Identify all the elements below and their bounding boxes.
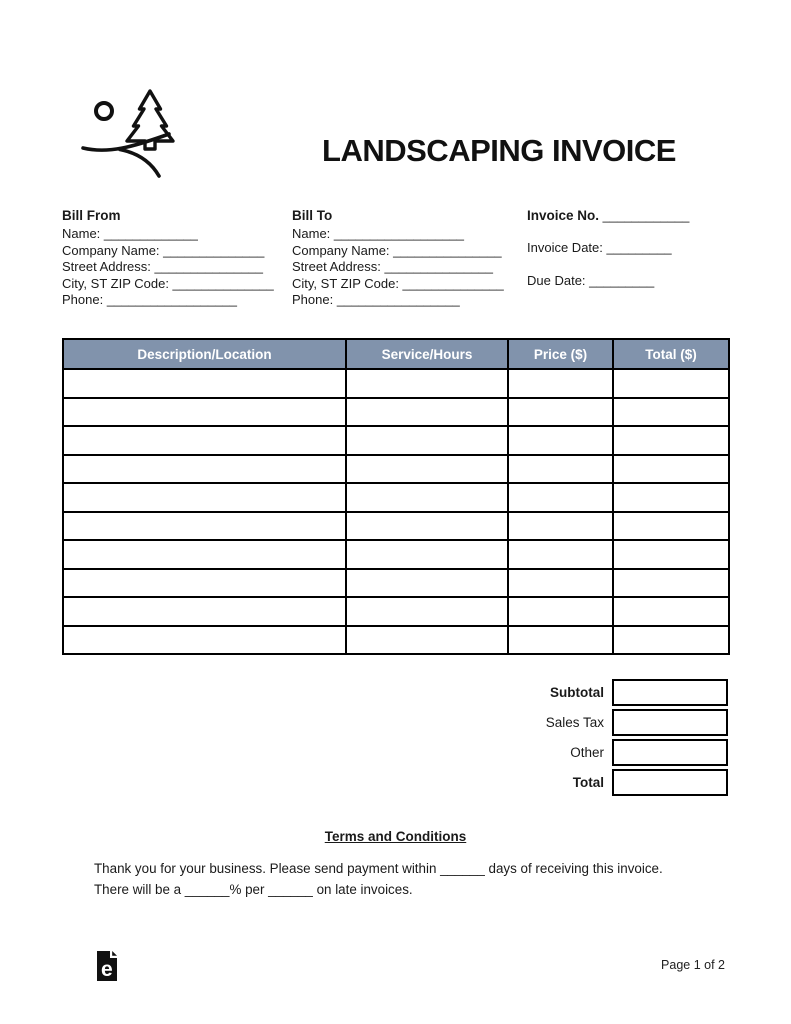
other-field[interactable] — [612, 739, 728, 766]
table-cell[interactable] — [508, 483, 613, 512]
terms-body: Thank you for your business. Please send payment within ______ days of receiving this invoice. There will be a ______% per ______ on late invoices. — [94, 861, 663, 897]
bill-to-phone-field[interactable]: Phone: _________________ — [292, 292, 460, 308]
table-cell[interactable] — [346, 626, 508, 655]
header-total: Total ($) — [613, 339, 729, 369]
tree-hill-sun-icon — [78, 84, 190, 180]
table-cell[interactable] — [508, 455, 613, 484]
invoice-meta-section — [527, 208, 737, 305]
due-date-field[interactable]: _________ — [585, 272, 655, 288]
table-cell[interactable] — [508, 540, 613, 569]
total-label: Total — [572, 775, 604, 790]
table-cell[interactable] — [508, 597, 613, 626]
other-label: Other — [570, 745, 604, 760]
bill-from-name-field[interactable]: Name: _____________ — [62, 226, 198, 242]
table-cell[interactable] — [63, 626, 346, 655]
table-row — [63, 597, 729, 626]
invoice-table-body — [63, 369, 729, 654]
table-cell[interactable] — [613, 426, 729, 455]
sales-tax-label: Sales Tax — [545, 715, 604, 730]
bill-from-city-field[interactable]: City, ST ZIP Code: ______________ — [62, 275, 274, 291]
table-cell[interactable] — [508, 626, 613, 655]
line-items-table — [62, 338, 730, 655]
bill-to-section — [292, 208, 524, 308]
subtotal-row — [62, 679, 728, 706]
table-header-row — [63, 339, 729, 369]
table-row — [63, 455, 729, 484]
bill-from-heading: Bill From — [62, 208, 121, 223]
table-cell[interactable] — [346, 540, 508, 569]
table-cell[interactable] — [63, 483, 346, 512]
table-row — [63, 426, 729, 455]
invoice-date-field[interactable]: _________ — [602, 240, 672, 256]
summary-section — [62, 679, 728, 799]
table-cell[interactable] — [63, 540, 346, 569]
table-cell[interactable] — [613, 369, 729, 398]
table-cell[interactable] — [613, 483, 729, 512]
table-cell[interactable] — [613, 597, 729, 626]
subtotal-field[interactable] — [612, 679, 728, 706]
bill-from-phone-field[interactable]: Phone: __________________ — [62, 292, 237, 308]
table-cell[interactable] — [508, 398, 613, 427]
table-cell[interactable] — [63, 369, 346, 398]
table-cell[interactable] — [508, 569, 613, 598]
bill-to-city-field[interactable]: City, ST ZIP Code: ______________ — [292, 275, 504, 291]
sales-tax-row — [62, 709, 728, 736]
table-cell[interactable] — [63, 398, 346, 427]
other-row — [62, 739, 728, 766]
eforms-logo — [96, 950, 119, 987]
table-row — [63, 626, 729, 655]
bill-from-street-field[interactable]: Street Address: _______________ — [62, 259, 263, 275]
table-row — [63, 483, 729, 512]
invoice-number-label: Invoice No. — [527, 208, 600, 223]
table-cell[interactable] — [613, 569, 729, 598]
table-cell[interactable] — [508, 426, 613, 455]
table-cell[interactable] — [63, 569, 346, 598]
table-cell[interactable] — [346, 597, 508, 626]
total-row — [62, 769, 728, 796]
page-title: LANDSCAPING INVOICE — [322, 133, 676, 168]
table-cell[interactable] — [613, 398, 729, 427]
bill-to-name-field[interactable]: Name: __________________ — [292, 226, 465, 242]
due-date-label: Due Date: — [527, 272, 586, 288]
eforms-document-icon — [96, 950, 119, 982]
invoice-date-label: Invoice Date: — [527, 240, 603, 256]
bill-to-heading: Bill To — [292, 208, 333, 223]
table-cell[interactable] — [346, 426, 508, 455]
table-cell[interactable] — [613, 626, 729, 655]
landscaping-logo — [78, 84, 190, 185]
table-cell[interactable] — [63, 597, 346, 626]
table-cell[interactable] — [346, 483, 508, 512]
bill-to-company-field[interactable]: Company Name: _______________ — [292, 242, 502, 258]
table-cell[interactable] — [613, 540, 729, 569]
table-cell[interactable] — [508, 512, 613, 541]
svg-text:e: e — [101, 958, 113, 981]
bill-from-company-field[interactable]: Company Name: ______________ — [62, 242, 265, 258]
table-cell[interactable] — [346, 398, 508, 427]
invoice-date-line — [527, 240, 737, 256]
bill-from-section — [62, 208, 290, 308]
table-cell[interactable] — [613, 512, 729, 541]
table-cell[interactable] — [508, 369, 613, 398]
invoice-number-line — [527, 208, 737, 224]
table-cell[interactable] — [63, 426, 346, 455]
total-field[interactable] — [612, 769, 728, 796]
table-cell[interactable] — [346, 369, 508, 398]
table-cell[interactable] — [346, 455, 508, 484]
table-cell[interactable] — [346, 569, 508, 598]
header-service-hours: Service/Hours — [346, 339, 508, 369]
due-date-line — [527, 273, 737, 289]
table-row — [63, 369, 729, 398]
table-row — [63, 398, 729, 427]
invoice-number-field[interactable]: ____________ — [599, 208, 690, 223]
subtotal-label: Subtotal — [550, 685, 604, 700]
header-price: Price ($) — [508, 339, 613, 369]
table-cell[interactable] — [346, 512, 508, 541]
table-cell[interactable] — [63, 512, 346, 541]
page-number: Page 1 of 2 — [661, 958, 725, 972]
table-cell[interactable] — [613, 455, 729, 484]
terms-heading: Terms and Conditions — [324, 829, 467, 844]
table-row — [63, 512, 729, 541]
table-row — [63, 569, 729, 598]
bill-to-street-field[interactable]: Street Address: _______________ — [292, 259, 493, 275]
table-cell[interactable] — [63, 455, 346, 484]
sales-tax-field[interactable] — [612, 709, 728, 736]
header-description-location: Description/Location — [63, 339, 346, 369]
table-row — [63, 540, 729, 569]
